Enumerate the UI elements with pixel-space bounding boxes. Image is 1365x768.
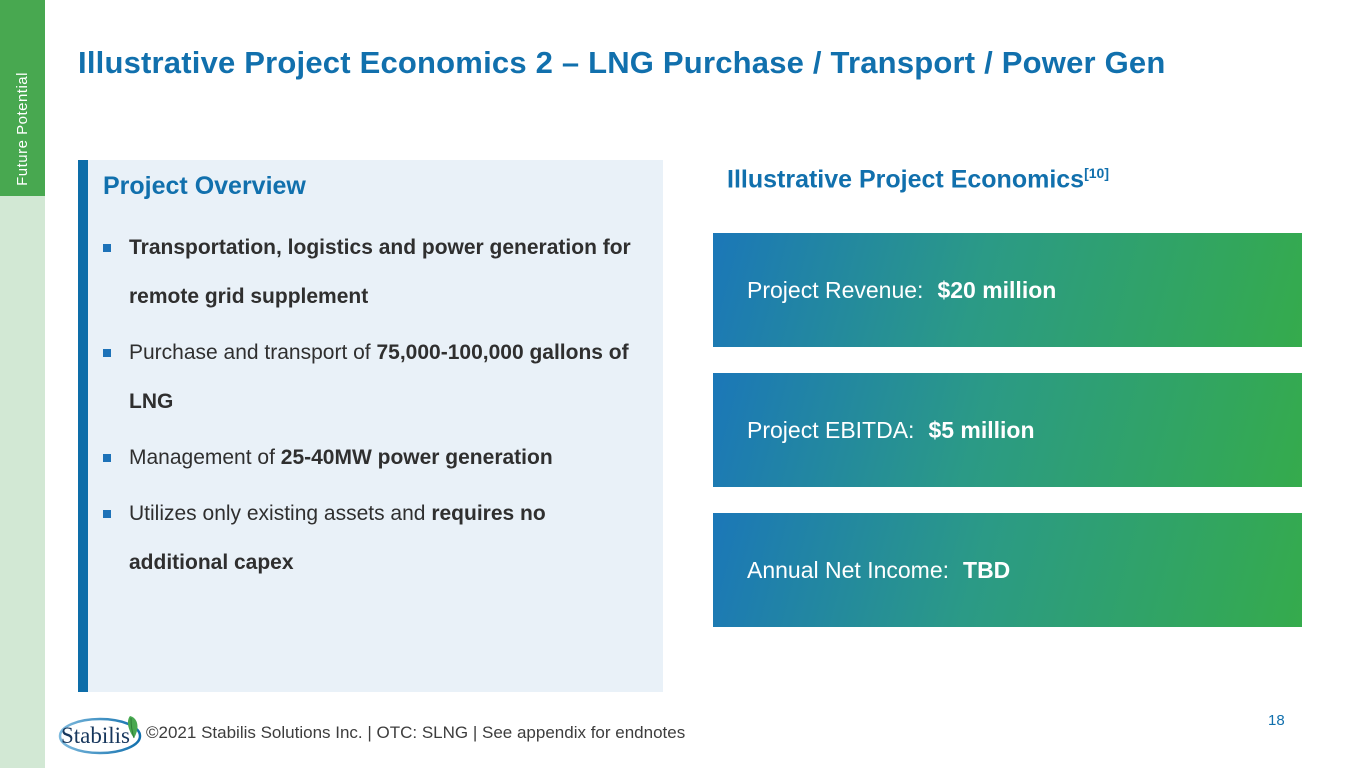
metric-value: TBD	[963, 556, 1011, 583]
bullet-text: Purchase and transport of	[129, 341, 377, 364]
endnote-reference: [10]	[1084, 165, 1109, 181]
logo-wordmark: Stabilis	[61, 723, 131, 748]
metric-label: Project EBITDA:	[747, 416, 915, 443]
metric-label: Annual Net Income:	[747, 556, 950, 583]
list-item	[103, 489, 643, 587]
bullet-text-bold: requires no additional capex	[129, 502, 546, 574]
stabilis-logo	[58, 708, 146, 762]
list-item	[103, 433, 643, 482]
project-overview-panel	[78, 160, 663, 692]
page-title: Illustrative Project Economics 2 – LNG Purchase / Transport / Power Gen	[78, 45, 1166, 80]
project-overview-heading: Project Overview	[103, 172, 306, 200]
annual-net-income-box	[713, 513, 1302, 627]
list-item	[103, 328, 643, 426]
metric-label: Project Revenue:	[747, 276, 924, 303]
bullet-text-bold: Transportation, logistics and power generation for remote grid supplement	[129, 236, 631, 308]
economics-column	[713, 165, 1302, 583]
list-item	[103, 223, 643, 321]
future-potential-ribbon	[0, 0, 45, 196]
bullet-text-bold: 25-40MW power generation	[280, 446, 553, 469]
project-ebitda-box	[713, 373, 1302, 487]
metric-value: $5 million	[928, 416, 1035, 443]
bullet-text-bold: 75,000-100,000 gallons of LNG	[129, 341, 629, 413]
ribbon-light-section	[0, 196, 45, 768]
ribbon-label: Future Potential	[14, 72, 31, 186]
economics-heading	[727, 165, 1302, 194]
economics-heading-text: Illustrative Project Economics	[727, 165, 1085, 194]
project-overview-bullet-list	[103, 223, 643, 587]
project-revenue-box	[713, 233, 1302, 347]
bullet-text: Utilizes only existing assets and	[129, 502, 432, 525]
metric-value: $20 million	[937, 276, 1057, 303]
page-number: 18	[1268, 712, 1285, 729]
copyright-text: ©2021 Stabilis Solutions Inc. | OTC: SLNG | See appendix for endnotes	[146, 723, 686, 742]
bullet-text: Management of	[129, 446, 281, 469]
